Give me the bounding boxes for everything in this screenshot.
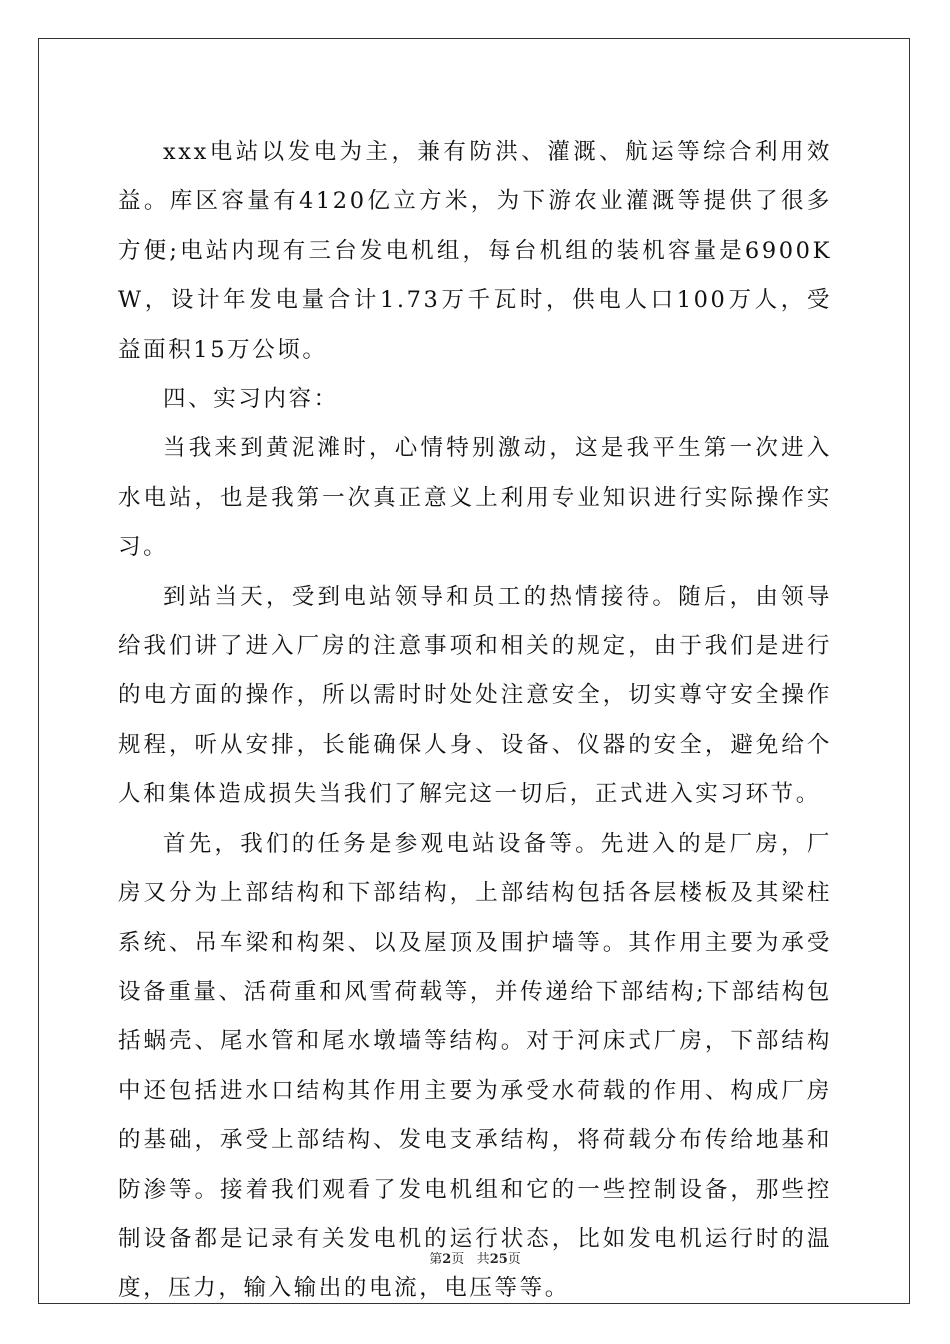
page-unit: 页 <box>451 1252 465 1267</box>
page-current: 2 <box>442 1252 452 1267</box>
paragraph-arrival: 当我来到黄泥滩时，心情特别激动，这是我平生第一次进入水电站，也是我第一次真正意义上利用专业知识进行实际操作实习。 <box>118 435 832 561</box>
total-unit: 页 <box>507 1252 521 1267</box>
section-heading-internship-content: 四、实习内容： <box>163 386 339 413</box>
page-total: 25 <box>489 1252 508 1267</box>
paragraph-first-day: 到站当天，受到电站领导和员工的热情接待。随后，由领导给我们讲了进入厂房的注意事项和相关的规定，由于我们是进行的电方面的操作，所以需时时处处注意安全，切实尊守安全操作规程，听从安排，长能确保人身、设备、仪器的安全，避免给个人和集体造成损失当我们了解完这一切后，正式进入实习环节。 <box>118 583 832 808</box>
page-prefix: 第 <box>429 1252 443 1267</box>
paragraph-equipment-tour: 首先，我们的任务是参观电站设备等。先进入的是厂房，厂房又分为上部结构和下部结构，上部结构包括各层楼板及其梁柱系统、吊车梁和构架、以及屋顶及围护墙等。其作用主要为承受设备重量、活荷重和风雪荷载等，并传递给下部结构;下部结构包括蜗壳、尾水管和尾水墩墙等结构。对于河床式厂房，下部结构中还包括进水口结构其作用主要为承受水荷载的作用、构成厂房的基础，承受上部结构、发电支承结构，将荷载分布传给地基和防渗等。接着我们观看了发电机组和它的一些控制设备，那些控制设备都是记录有关发电机的运行状态，比如发电机运行时的温度，压力，输入输出的电流，电压等等。 <box>118 830 832 1302</box>
paragraph-station-overview: xxx电站以发电为主，兼有防洪、灌溉、航运等综合利用效益。库区容量有4120亿立方米，为下游农业灌溉等提供了很多方便;电站内现有三台发电机组，每台机组的装机容量是6900KW，设计年发电量合计1.73万千瓦时，供电人口100万人，受益面积15万公顷。 <box>118 139 832 363</box>
total-prefix: 共 <box>476 1252 490 1267</box>
page-number-footer <box>0 1248 950 1267</box>
document-body <box>118 128 832 1314</box>
